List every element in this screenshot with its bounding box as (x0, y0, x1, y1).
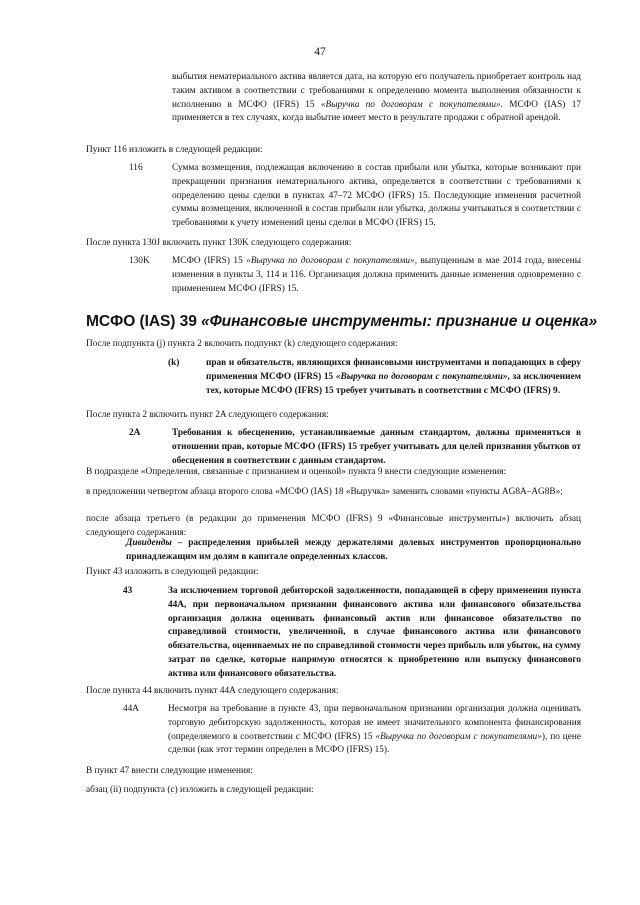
item-116-text: Сумма возмещения, подлежащая включению в состав прибыли или убытка, которые возникают при прекращении признания нематериального актива, определяется в соответствии с требованиями к определению цены сделки в пунктах 47–72 МСФО (IFRS) 15. Последующие изменения расчетной суммы возмещения, включенной в состав прибыли или убытка, должны учитываться в соответствии с требованиями к учету изменений цены сделки в МСФО (IFRS) 15. (172, 163, 581, 229)
item-43-number: 43 (123, 586, 133, 596)
text-run: . МСФО (IAS) 17 применяется в тех случаях, когда выбытие имеет место в результате продажи с обратной арендой. (172, 99, 581, 124)
instruction-130k: После пункта 130J включить пункт 130K следующего содержания: (86, 238, 352, 248)
text-run: Несмотря на требование в пункте 43, при первоначальном признании организация должна оценивать торговую дебиторскую задолженность, которая не имеет значительного компонента финансирования (определяемого в соответствии с МСФО (IFRS) 15 (168, 704, 581, 742)
text-run: МСФО (IFRS) 15 (172, 256, 247, 266)
continued-paragraph (172, 71, 581, 126)
text-run: прав и обязательств, являющихся финансовыми инструментами и попадающих в сферу применения МСФО (IFRS) 15 (206, 358, 581, 382)
text-run: , выпущенным в мае 2014 года, внесены изменения в пункты 3, 114 и 116. Организация должна применить данные изменения одновременно с применением МСФО (IFRS) 15. (172, 256, 581, 294)
text-run: выбытия нематериального актива является дата, на которую его получатель приобретает контроль над таким активом в соответствии с требованиями к определению момента выполнения обязанности к исполнению в МСФО (IFRS) 15 (172, 72, 581, 110)
instruction-43: Пункт 43 изложить в следующей редакции: (86, 567, 259, 577)
heading-title: «Финансовые инструменты: признание и оценка» (201, 313, 598, 330)
section-heading (86, 313, 597, 331)
item-130k-text (172, 255, 581, 296)
instruction-k: После подпункта (j) пункта 2 включить подпункт (k) следующего содержания: (86, 339, 398, 349)
item-2a-number: 2A (129, 428, 141, 438)
definitions-change-2: после абзаца третьего (в редакции до применения МСФО (IFRS) 9 «Финансовые инструменты») включить абзац следующего содержания: (86, 514, 581, 538)
instruction-116: Пункт 116 изложить в следующей редакции: (86, 145, 263, 155)
instruction-definitions: В подразделе «Определения, связанные с признанием и оценкой» пункта 9 внести следующие изменения: (86, 467, 507, 477)
text-run: – распределения прибылей между держателями долевых инструментов пропорционально принадлежащим им долям в капитале определенных классов. (126, 538, 581, 562)
instruction-ii: абзац (ii) подпункта (c) изложить в следующей редакции: (86, 785, 314, 795)
italic-title: «Выручка по договорам с покупателями» (375, 731, 542, 742)
definition-term: Дивиденды (126, 538, 172, 548)
item-43-text: За исключением торговой дебиторской задолженности, попадающей в сферу применения пункта 44А, при первоначальном признании финансового актива или финансового обязательства организация должна оценивать финансовый актив или финансовое обязательство по справедливой стоимости, увеличенной, в случае финансового актива или финансового обязательства, оцениваемых не по справедливой стоимости через прибыль или убыток, на сумму затрат по сделке, которые напрямую относятся к приобретению или выпуску финансового актива или финансового обязательства. (168, 586, 581, 679)
italic-title: «Выручка по договорам с покупателями» (246, 256, 415, 266)
instruction-47: В пункт 47 внести следующие изменения: (86, 766, 253, 776)
item-44a-number: 44А (123, 704, 140, 714)
item-116-number: 116 (129, 163, 143, 173)
item-130k-number: 130K (129, 256, 150, 266)
item-2a-text: Требования к обесценению, устанавливаемые данным стандартом, должны применяться в отношении прав, которые МСФО (IFRS) 15 требует учитывать для целей признания убытков от обесценения в соответствии с данным стандартом. (172, 428, 581, 466)
italic-title: «Выручка по договорам с покупателями» (335, 371, 508, 382)
dividends-definition (126, 537, 581, 565)
text-run: ), по цене сделки (как этот термин определен в МСФО (IFRS) 15). (168, 731, 581, 756)
item-k-text (206, 357, 581, 398)
item-k-number: (k) (168, 358, 180, 368)
text-run: , за исключением тех, которые МСФО (IFRS) 15 требует учитывать в соответствии с МСФО (IFRS) 9. (206, 371, 581, 396)
heading-standard: МСФО (IAS) 39 (86, 313, 202, 330)
instruction-44a: После пункта 44 включить пункт 44А следующего содержания: (86, 686, 339, 696)
page-number: 47 (314, 46, 326, 58)
definitions-change-1: в предложении четвертом абзаца второго слова «МСФО (IAS) 18 «Выручка» заменить словами «пункты AG8A–AG8B»; (86, 487, 563, 497)
item-44a-text (168, 703, 581, 758)
instruction-2a: После пункта 2 включить пункт 2A следующего содержания: (86, 410, 329, 420)
italic-title: «Выручка по договорам с покупателями» (320, 99, 501, 110)
